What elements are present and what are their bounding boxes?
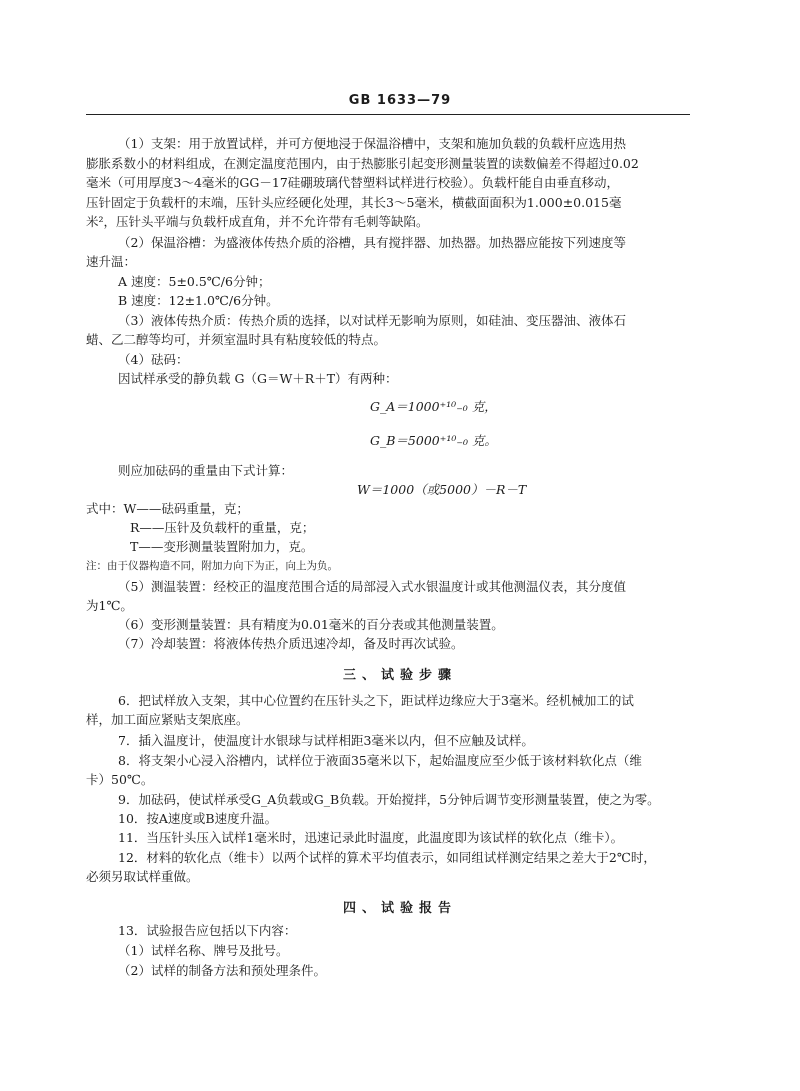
text-line: 为1℃。	[86, 598, 133, 613]
text-line: B 速度：12±1.0℃/6分钟。	[118, 293, 279, 308]
text-line: （4）砝码：	[118, 352, 189, 367]
text-line: 10．按A速度或B速度升温。	[118, 811, 278, 826]
section-heading: 四、试验报告	[342, 901, 457, 916]
note-line: 注：由于仪器构造不同，附加力向下为正，向上为负。	[86, 560, 338, 572]
text-line: 式中：W——砝码重量，克；	[86, 501, 249, 516]
text-line: 11．当压针头压入试样1毫米时，迅速记录此时温度，此温度即为该试样的软化点（维卡）。	[118, 830, 624, 845]
text-line: T——变形测量装置附加力，克。	[130, 539, 314, 554]
text-line: （2）试样的制备方法和预处理条件。	[118, 963, 326, 978]
text-line: （1）试样名称、牌号及批号。	[118, 943, 289, 958]
text-line: （6）变形测量装置：具有精度为0.01毫米的百分表或其他测量装置。	[118, 617, 504, 632]
section-heading: 三、试验步骤	[342, 668, 457, 683]
text-line: 毫米（可用厚度3～4毫米的GG－17硅硼玻璃代替塑料试样进行校验）。负载杆能自由垂直移动，	[86, 175, 620, 190]
text-line: 8．将支架小心浸入浴槽内，试样位于液面35毫米以下，起始温度应至少低于该材料软化点（维	[118, 753, 642, 768]
text-line: （1）支架：用于放置试样，并可方便地浸于保温浴槽中，支架和施加负载的负载杆应选用热	[118, 136, 626, 151]
text-line: 13．试验报告应包括以下内容：	[118, 923, 297, 938]
formula-w: W＝1000（或5000）－R－T	[357, 482, 527, 497]
text-line: 7．插入温度计，使温度计水银球与试样相距3毫米以内，但不应触及试样。	[118, 733, 534, 748]
text-line: 6．把试样放入支架，其中心位置约在压针头之下，距试样边缘应大于3毫米。经机械加工的试	[118, 693, 634, 708]
text-line: 样，加工面应紧贴支架底座。	[86, 712, 249, 727]
text-line: 则应加砝码的重量由下式计算：	[118, 463, 294, 478]
text-line: 膨胀系数小的材料组成，在测定温度范围内，由于热膨胀引起变形测量装置的读数偏差不得超过0.02	[86, 156, 639, 171]
text-line: 卡）50℃。	[86, 772, 154, 787]
text-line: 因试样承受的静负载 G（G＝W＋R＋T）有两种：	[118, 371, 398, 386]
text-line: 必须另取试样重做。	[86, 869, 199, 884]
text-line: （3）液体传热介质：传热介质的选择，以对试样无影响为原则，如硅油、变压器油、液体石	[118, 313, 626, 328]
standard-code: GB 1633—79	[348, 93, 452, 108]
text-line: A 速度：5±0.5℃/6分钟；	[118, 274, 271, 289]
text-line: 12．材料的软化点（维卡）以两个试样的算术平均值表示，如同组试样测定结果之差大于2℃时，	[118, 850, 656, 865]
text-line: 速升温：	[86, 254, 137, 269]
text-line: （7）冷却装置：将液体传热介质迅速冷却，备及时再次试验。	[118, 636, 464, 651]
header-rule	[86, 114, 690, 115]
text-line: 9．加砝码，使试样承受G_A负载或G_B负载。开始搅拌，5分钟后调节变形测量装置，使之为零。	[118, 792, 660, 807]
text-line: （2）保温浴槽：为盛液体传热介质的浴槽，具有搅拌器、加热器。加热器应能按下列速度等	[118, 235, 626, 250]
formula-ga: G_A＝1000⁺¹⁰₋₀ 克，	[370, 399, 497, 414]
text-line: 压针固定于负载杆的末端，压针头应经硬化处理，其长3～5毫米，横截面面积为1.000±0.015毫	[86, 195, 622, 210]
text-line: 蜡、乙二醇等均可，并须室温时具有粘度较低的特点。	[86, 332, 387, 347]
formula-gb: G_B＝5000⁺¹⁰₋₀ 克。	[370, 433, 497, 448]
text-line: 米²，压针头平端与负载杆成直角，并不允许带有毛刺等缺陷。	[86, 214, 429, 229]
text-line: R——压针及负载杆的重量，克；	[130, 520, 315, 535]
text-line: （5）测温装置：经校正的温度范围合适的局部浸入式水银温度计或其他测温仪表，其分度值	[118, 579, 626, 594]
